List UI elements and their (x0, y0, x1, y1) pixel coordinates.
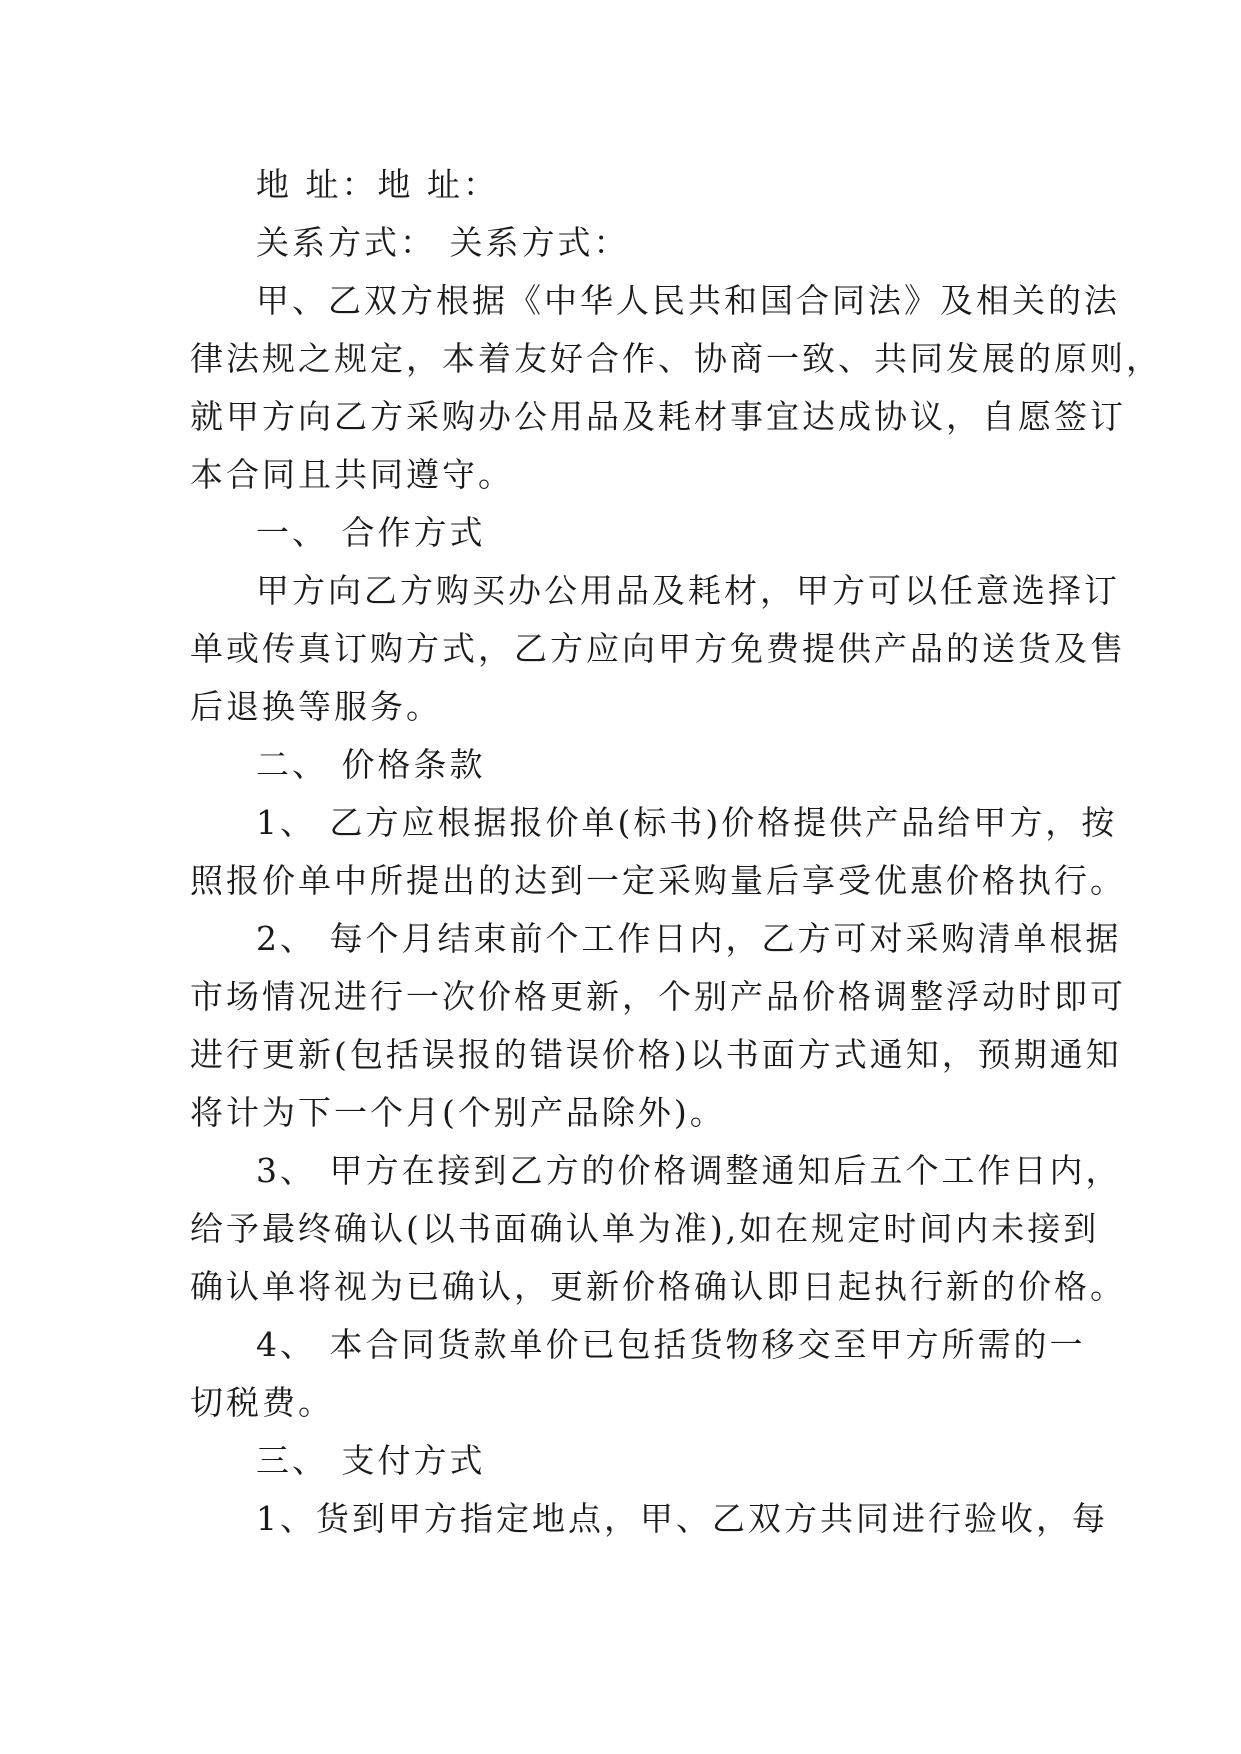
clause-line: 给予最终确认(以书面确认单为准),如在规定时间内未接到 (190, 1209, 1100, 1248)
paragraph-line: 后退换等服务。 (190, 687, 442, 726)
clause-line: 1、货到甲方指定地点，甲、乙双方共同进行验收，每 (256, 1499, 1108, 1538)
clause-line: 照报价单中所提出的达到一定采购量后享受优惠价格执行。 (190, 861, 1126, 900)
contact-line: 关系方式： 关系方式： (256, 223, 630, 262)
clause-line: 切税费。 (190, 1383, 334, 1422)
clause-line: 3、 甲方在接到乙方的价格调整通知后五个工作日内， (256, 1151, 1122, 1190)
clause-line: 市场情况进行一次价格更新，个别产品价格调整浮动时即可 (190, 977, 1126, 1016)
paragraph-line: 单或传真订购方式，乙方应向甲方免费提供产品的送货及售 (190, 629, 1126, 668)
address-line: 地 址：地 址： (256, 165, 499, 204)
section-heading: 一、 合作方式 (256, 513, 486, 552)
clause-line: 4、 本合同货款单价已包括货物移交至甲方所需的一 (256, 1325, 1086, 1364)
section-heading: 三、 支付方式 (256, 1441, 486, 1480)
paragraph-line: 本合同且共同遵守。 (190, 455, 514, 494)
clause-line: 将计为下一个月(个别产品除外)。 (190, 1093, 726, 1132)
paragraph-line: 就甲方向乙方采购办公用品及耗材事宜达成协议，自愿签订 (190, 397, 1126, 436)
section-heading: 二、 价格条款 (256, 745, 486, 784)
paragraph-line: 甲、乙双方根据《中华人民共和国合同法》及相关的法 (256, 281, 1120, 320)
paragraph-line: 律法规之规定，本着友好合作、协商一致、共同发展的原则， (190, 339, 1162, 378)
paragraph-line: 甲方向乙方购买办公用品及耗材，甲方可以任意选择订 (256, 571, 1120, 610)
clause-line: 2、 每个月结束前个工作日内，乙方可对采购清单根据 (256, 919, 1122, 958)
clause-line: 确认单将视为已确认，更新价格确认即日起执行新的价格。 (190, 1267, 1126, 1306)
clause-line: 1、 乙方应根据报价单(标书)价格提供产品给甲方，按 (256, 803, 1118, 842)
clause-line: 进行更新(包括误报的错误价格)以书面方式通知，预期通知 (190, 1035, 1122, 1074)
